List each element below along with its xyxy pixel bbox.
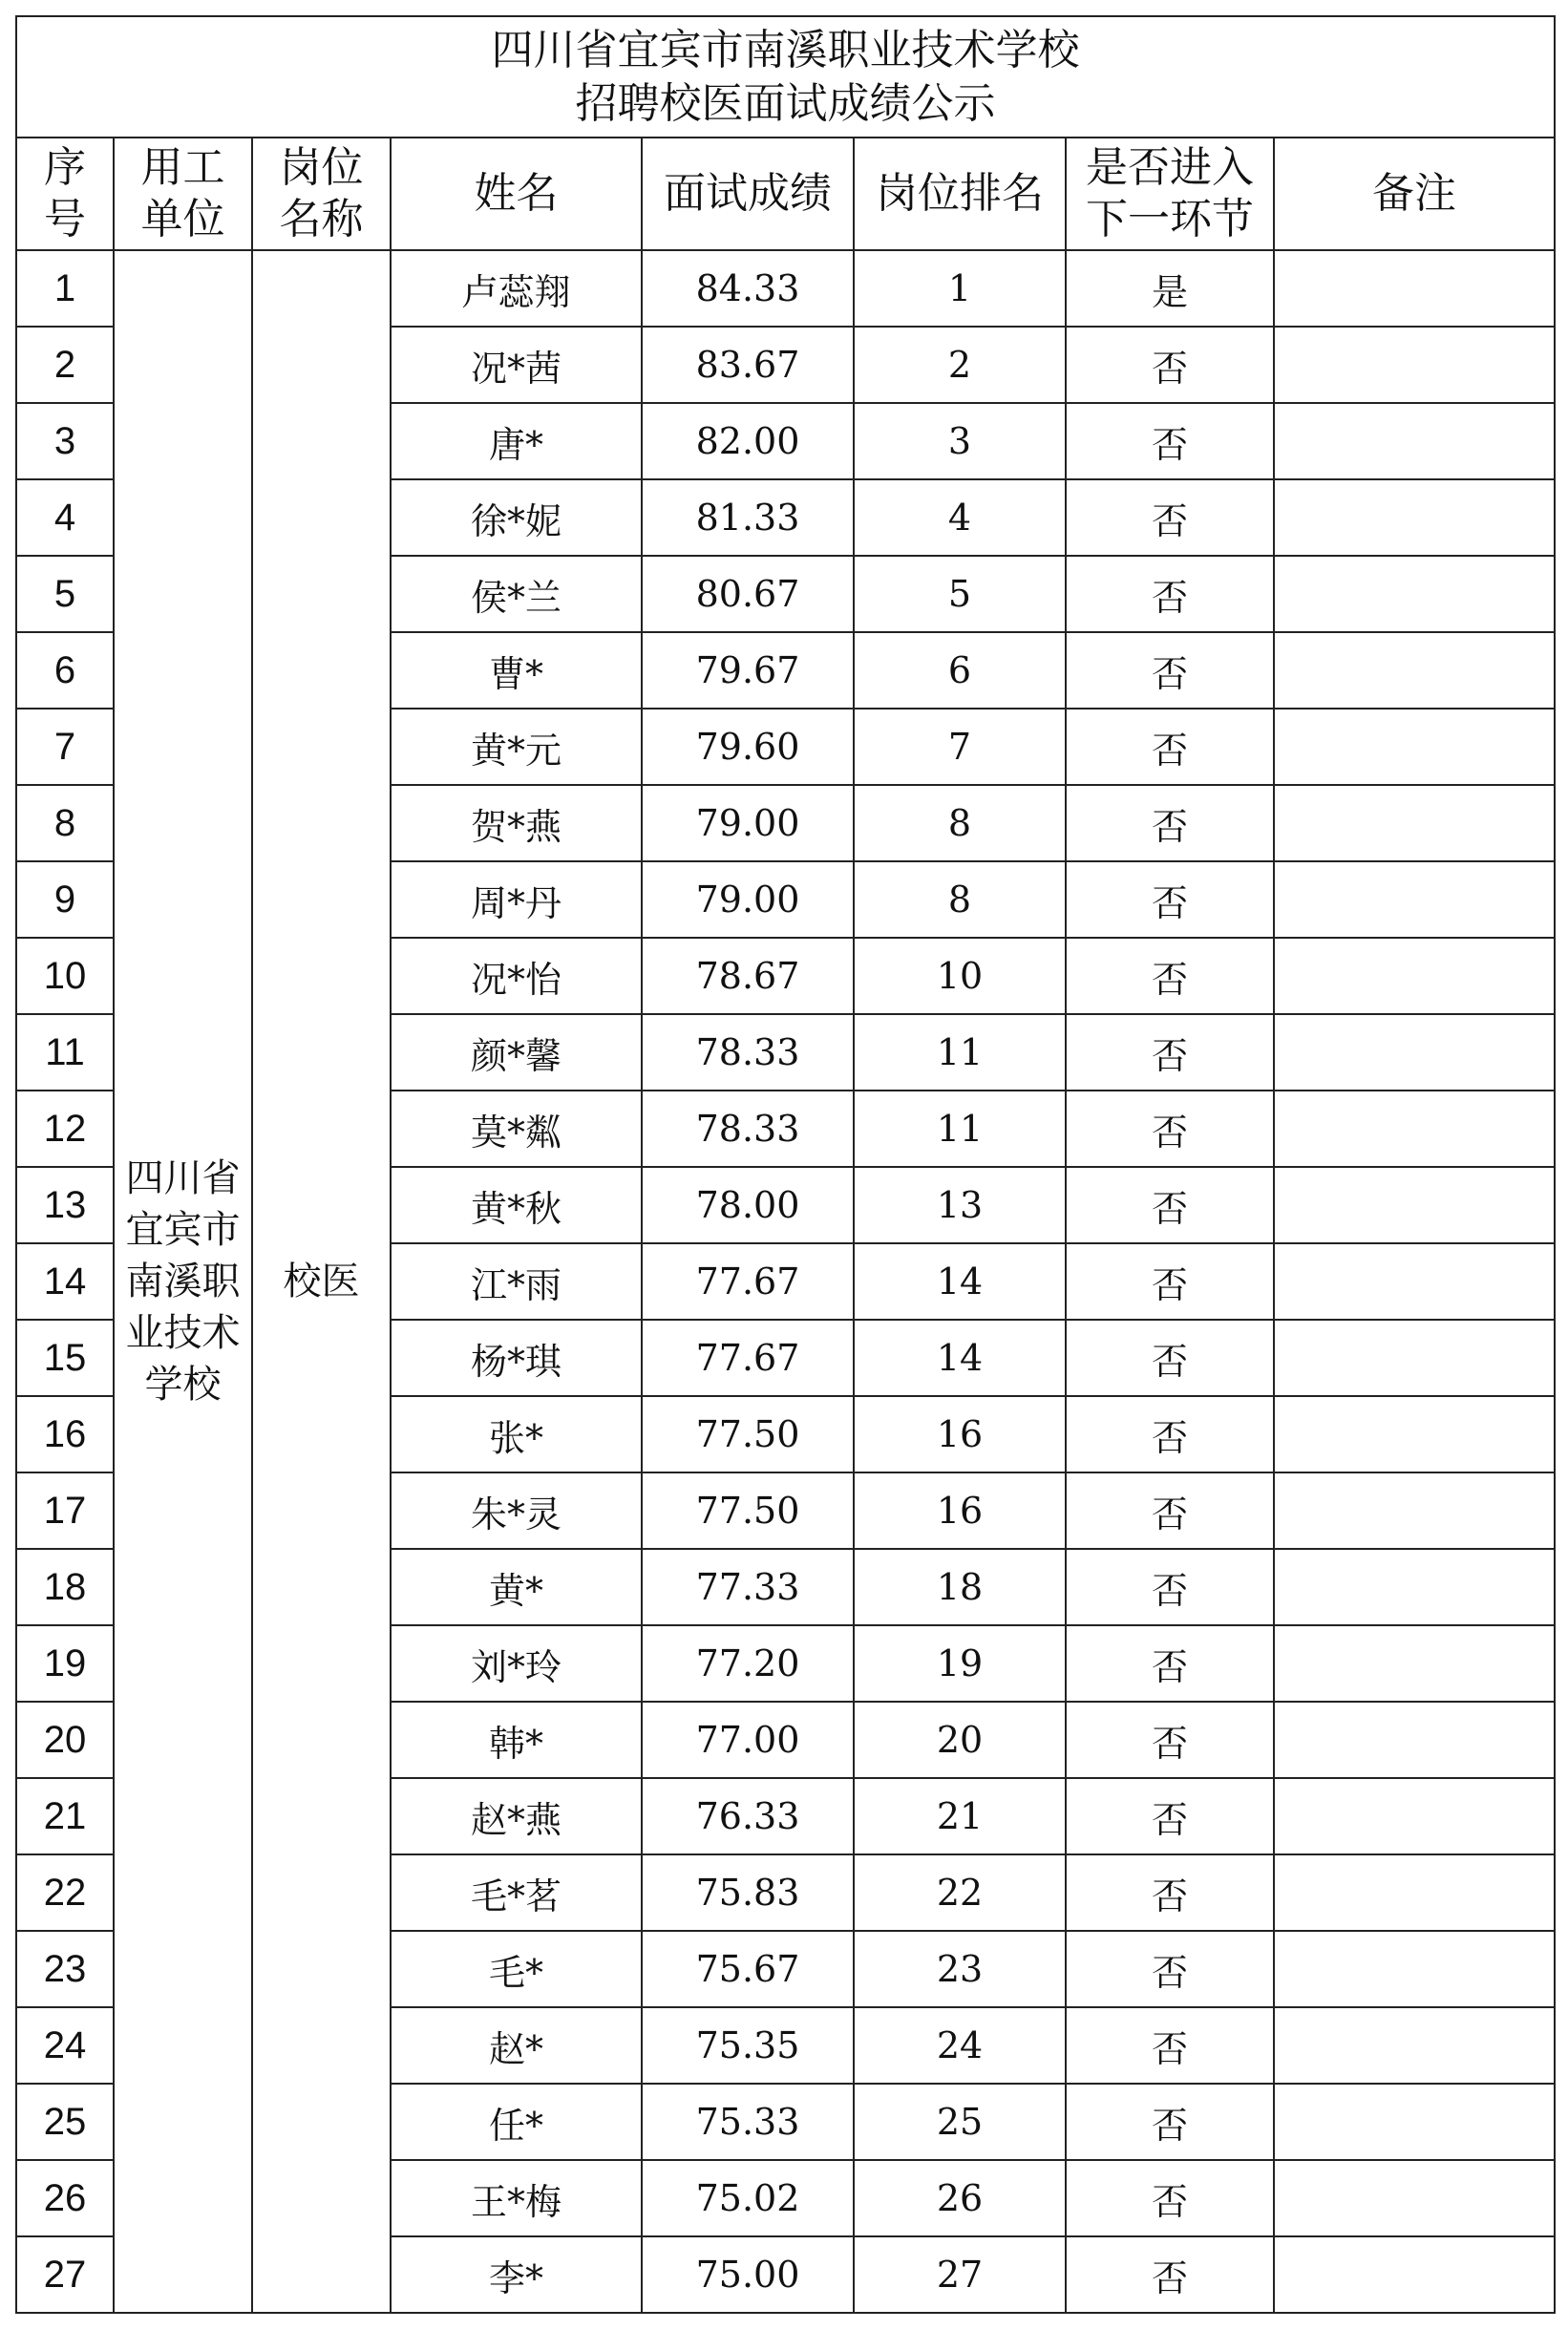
row-seq: 15 xyxy=(16,1320,114,1396)
row-score: 83.67 xyxy=(642,327,854,403)
row-score: 75.35 xyxy=(642,2007,854,2084)
row-seq: 1 xyxy=(16,250,114,327)
employer-line: 宜宾市 xyxy=(125,1208,241,1252)
row-remark xyxy=(1274,2160,1555,2236)
row-name: 江*雨 xyxy=(391,1243,642,1320)
row-rank: 22 xyxy=(854,1854,1066,1931)
row-rank: 14 xyxy=(854,1243,1066,1320)
row-next-stage: 否 xyxy=(1066,1091,1274,1167)
row-next-stage: 否 xyxy=(1066,632,1274,709)
row-name: 黄*元 xyxy=(391,709,642,785)
row-remark xyxy=(1274,785,1555,861)
row-score: 75.67 xyxy=(642,1931,854,2007)
row-seq: 8 xyxy=(16,785,114,861)
row-remark xyxy=(1274,2236,1555,2313)
table-body xyxy=(16,250,1555,2313)
row-next-stage: 否 xyxy=(1066,1396,1274,1472)
row-seq: 2 xyxy=(16,327,114,403)
title-line-1: 四川省宜宾市南溪职业技术学校 xyxy=(491,25,1080,74)
row-rank: 18 xyxy=(854,1549,1066,1625)
row-rank: 27 xyxy=(854,2236,1066,2313)
row-seq: 26 xyxy=(16,2160,114,2236)
row-remark xyxy=(1274,1472,1555,1549)
header-name: 姓名 xyxy=(391,138,642,250)
row-seq: 11 xyxy=(16,1014,114,1091)
row-seq: 21 xyxy=(16,1778,114,1854)
row-name: 赵*燕 xyxy=(391,1778,642,1854)
row-rank: 4 xyxy=(854,479,1066,556)
row-name: 颜*馨 xyxy=(391,1014,642,1091)
row-name: 莫*粼 xyxy=(391,1091,642,1167)
header-next: 是否进入 下一环节 xyxy=(1066,138,1274,250)
row-seq: 24 xyxy=(16,2007,114,2084)
row-name: 韩* xyxy=(391,1702,642,1778)
row-seq: 27 xyxy=(16,2236,114,2313)
row-remark xyxy=(1274,556,1555,632)
row-remark xyxy=(1274,1320,1555,1396)
row-seq: 20 xyxy=(16,1702,114,1778)
row-seq: 25 xyxy=(16,2084,114,2160)
header-unit: 用工 单位 xyxy=(114,138,252,250)
employer-line: 四川省 xyxy=(125,1156,241,1200)
row-score: 78.33 xyxy=(642,1014,854,1091)
row-name: 王*梅 xyxy=(391,2160,642,2236)
row-name: 侯*兰 xyxy=(391,556,642,632)
row-score: 80.67 xyxy=(642,556,854,632)
row-rank: 6 xyxy=(854,632,1066,709)
row-remark xyxy=(1274,709,1555,785)
row-seq: 4 xyxy=(16,479,114,556)
row-score: 75.33 xyxy=(642,2084,854,2160)
row-next-stage: 否 xyxy=(1066,2160,1274,2236)
row-next-stage: 否 xyxy=(1066,938,1274,1014)
row-rank: 19 xyxy=(854,1625,1066,1702)
row-score: 79.00 xyxy=(642,861,854,938)
row-seq: 17 xyxy=(16,1472,114,1549)
table-row xyxy=(16,250,1555,327)
row-remark xyxy=(1274,250,1555,327)
row-rank: 25 xyxy=(854,2084,1066,2160)
employer-line: 南溪职 xyxy=(125,1260,241,1303)
row-next-stage: 否 xyxy=(1066,556,1274,632)
row-remark xyxy=(1274,632,1555,709)
row-rank: 20 xyxy=(854,1702,1066,1778)
row-name: 贺*燕 xyxy=(391,785,642,861)
row-remark xyxy=(1274,327,1555,403)
row-remark xyxy=(1274,2007,1555,2084)
row-name: 张* xyxy=(391,1396,642,1472)
row-name: 毛* xyxy=(391,1931,642,2007)
row-remark xyxy=(1274,403,1555,479)
row-name: 任* xyxy=(391,2084,642,2160)
row-remark xyxy=(1274,1243,1555,1320)
row-next-stage: 否 xyxy=(1066,1320,1274,1396)
row-rank: 1 xyxy=(854,250,1066,327)
post-name-cell: 校医 xyxy=(252,250,391,2313)
row-rank: 16 xyxy=(854,1472,1066,1549)
row-next-stage: 否 xyxy=(1066,1243,1274,1320)
row-remark xyxy=(1274,1778,1555,1854)
row-name: 毛*茗 xyxy=(391,1854,642,1931)
row-remark xyxy=(1274,1625,1555,1702)
row-name: 周*丹 xyxy=(391,861,642,938)
row-rank: 23 xyxy=(854,1931,1066,2007)
row-next-stage: 否 xyxy=(1066,2236,1274,2313)
row-next-stage: 否 xyxy=(1066,709,1274,785)
row-rank: 21 xyxy=(854,1778,1066,1854)
row-next-stage: 否 xyxy=(1066,861,1274,938)
row-seq: 23 xyxy=(16,1931,114,2007)
row-rank: 26 xyxy=(854,2160,1066,2236)
row-score: 76.33 xyxy=(642,1778,854,1854)
row-remark xyxy=(1274,1854,1555,1931)
row-next-stage: 否 xyxy=(1066,1931,1274,2007)
row-name: 赵* xyxy=(391,2007,642,2084)
row-seq: 10 xyxy=(16,938,114,1014)
header-post: 岗位 名称 xyxy=(252,138,391,250)
row-score: 77.50 xyxy=(642,1472,854,1549)
row-next-stage: 否 xyxy=(1066,1014,1274,1091)
row-rank: 5 xyxy=(854,556,1066,632)
row-name: 徐*妮 xyxy=(391,479,642,556)
results-table xyxy=(15,15,1556,2314)
row-name: 黄*秋 xyxy=(391,1167,642,1243)
row-name: 卢蕊翔 xyxy=(391,250,642,327)
title-line-2: 招聘校医面试成绩公示 xyxy=(575,78,996,128)
employer-line: 业技术 xyxy=(125,1311,241,1355)
header-seq: 序 号 xyxy=(16,138,114,250)
row-score: 79.60 xyxy=(642,709,854,785)
row-next-stage: 否 xyxy=(1066,1778,1274,1854)
row-seq: 12 xyxy=(16,1091,114,1167)
row-score: 75.02 xyxy=(642,2160,854,2236)
row-seq: 22 xyxy=(16,1854,114,1931)
row-name: 李* xyxy=(391,2236,642,2313)
row-rank: 11 xyxy=(854,1014,1066,1091)
row-score: 78.67 xyxy=(642,938,854,1014)
row-rank: 16 xyxy=(854,1396,1066,1472)
row-next-stage: 否 xyxy=(1066,479,1274,556)
row-name: 况*怡 xyxy=(391,938,642,1014)
row-seq: 19 xyxy=(16,1625,114,1702)
row-remark xyxy=(1274,479,1555,556)
row-next-stage: 否 xyxy=(1066,1702,1274,1778)
row-name: 唐* xyxy=(391,403,642,479)
header-rank: 岗位排名 xyxy=(854,138,1066,250)
row-score: 75.00 xyxy=(642,2236,854,2313)
row-remark xyxy=(1274,1014,1555,1091)
row-rank: 11 xyxy=(854,1091,1066,1167)
row-name: 刘*玲 xyxy=(391,1625,642,1702)
row-remark xyxy=(1274,1549,1555,1625)
row-remark xyxy=(1274,1167,1555,1243)
row-rank: 24 xyxy=(854,2007,1066,2084)
row-next-stage: 否 xyxy=(1066,785,1274,861)
row-name: 曹* xyxy=(391,632,642,709)
row-next-stage: 否 xyxy=(1066,403,1274,479)
row-seq: 9 xyxy=(16,861,114,938)
row-next-stage: 否 xyxy=(1066,1549,1274,1625)
row-remark xyxy=(1274,938,1555,1014)
row-rank: 7 xyxy=(854,709,1066,785)
row-seq: 18 xyxy=(16,1549,114,1625)
row-rank: 8 xyxy=(854,861,1066,938)
row-next-stage: 否 xyxy=(1066,327,1274,403)
row-seq: 3 xyxy=(16,403,114,479)
document-title xyxy=(16,16,1555,138)
header-remark: 备注 xyxy=(1274,138,1555,250)
row-score: 77.50 xyxy=(642,1396,854,1472)
row-name: 况*茜 xyxy=(391,327,642,403)
row-seq: 16 xyxy=(16,1396,114,1472)
employer-cell xyxy=(114,250,252,2313)
row-name: 杨*琪 xyxy=(391,1320,642,1396)
row-seq: 6 xyxy=(16,632,114,709)
row-name: 朱*灵 xyxy=(391,1472,642,1549)
row-remark xyxy=(1274,1702,1555,1778)
row-score: 84.33 xyxy=(642,250,854,327)
row-rank: 10 xyxy=(854,938,1066,1014)
row-seq: 7 xyxy=(16,709,114,785)
row-score: 77.33 xyxy=(642,1549,854,1625)
row-remark xyxy=(1274,1396,1555,1472)
row-score: 77.00 xyxy=(642,1702,854,1778)
row-score: 79.00 xyxy=(642,785,854,861)
employer-line: 学校 xyxy=(144,1363,222,1407)
row-score: 79.67 xyxy=(642,632,854,709)
row-score: 77.67 xyxy=(642,1320,854,1396)
row-rank: 3 xyxy=(854,403,1066,479)
row-remark xyxy=(1274,2084,1555,2160)
row-next-stage: 否 xyxy=(1066,1854,1274,1931)
row-next-stage: 否 xyxy=(1066,1472,1274,1549)
row-seq: 14 xyxy=(16,1243,114,1320)
row-next-stage: 否 xyxy=(1066,2007,1274,2084)
row-next-stage: 否 xyxy=(1066,1625,1274,1702)
row-remark xyxy=(1274,861,1555,938)
row-next-stage: 否 xyxy=(1066,2084,1274,2160)
row-score: 77.20 xyxy=(642,1625,854,1702)
row-rank: 8 xyxy=(854,785,1066,861)
row-rank: 13 xyxy=(854,1167,1066,1243)
row-remark xyxy=(1274,1091,1555,1167)
row-seq: 5 xyxy=(16,556,114,632)
row-score: 75.83 xyxy=(642,1854,854,1931)
row-score: 81.33 xyxy=(642,479,854,556)
header-score: 面试成绩 xyxy=(642,138,854,250)
row-next-stage: 是 xyxy=(1066,250,1274,327)
row-score: 77.67 xyxy=(642,1243,854,1320)
row-next-stage: 否 xyxy=(1066,1167,1274,1243)
row-rank: 2 xyxy=(854,327,1066,403)
row-score: 78.33 xyxy=(642,1091,854,1167)
row-score: 82.00 xyxy=(642,403,854,479)
row-name: 黄* xyxy=(391,1549,642,1625)
row-remark xyxy=(1274,1931,1555,2007)
row-score: 78.00 xyxy=(642,1167,854,1243)
row-rank: 14 xyxy=(854,1320,1066,1396)
row-seq: 13 xyxy=(16,1167,114,1243)
